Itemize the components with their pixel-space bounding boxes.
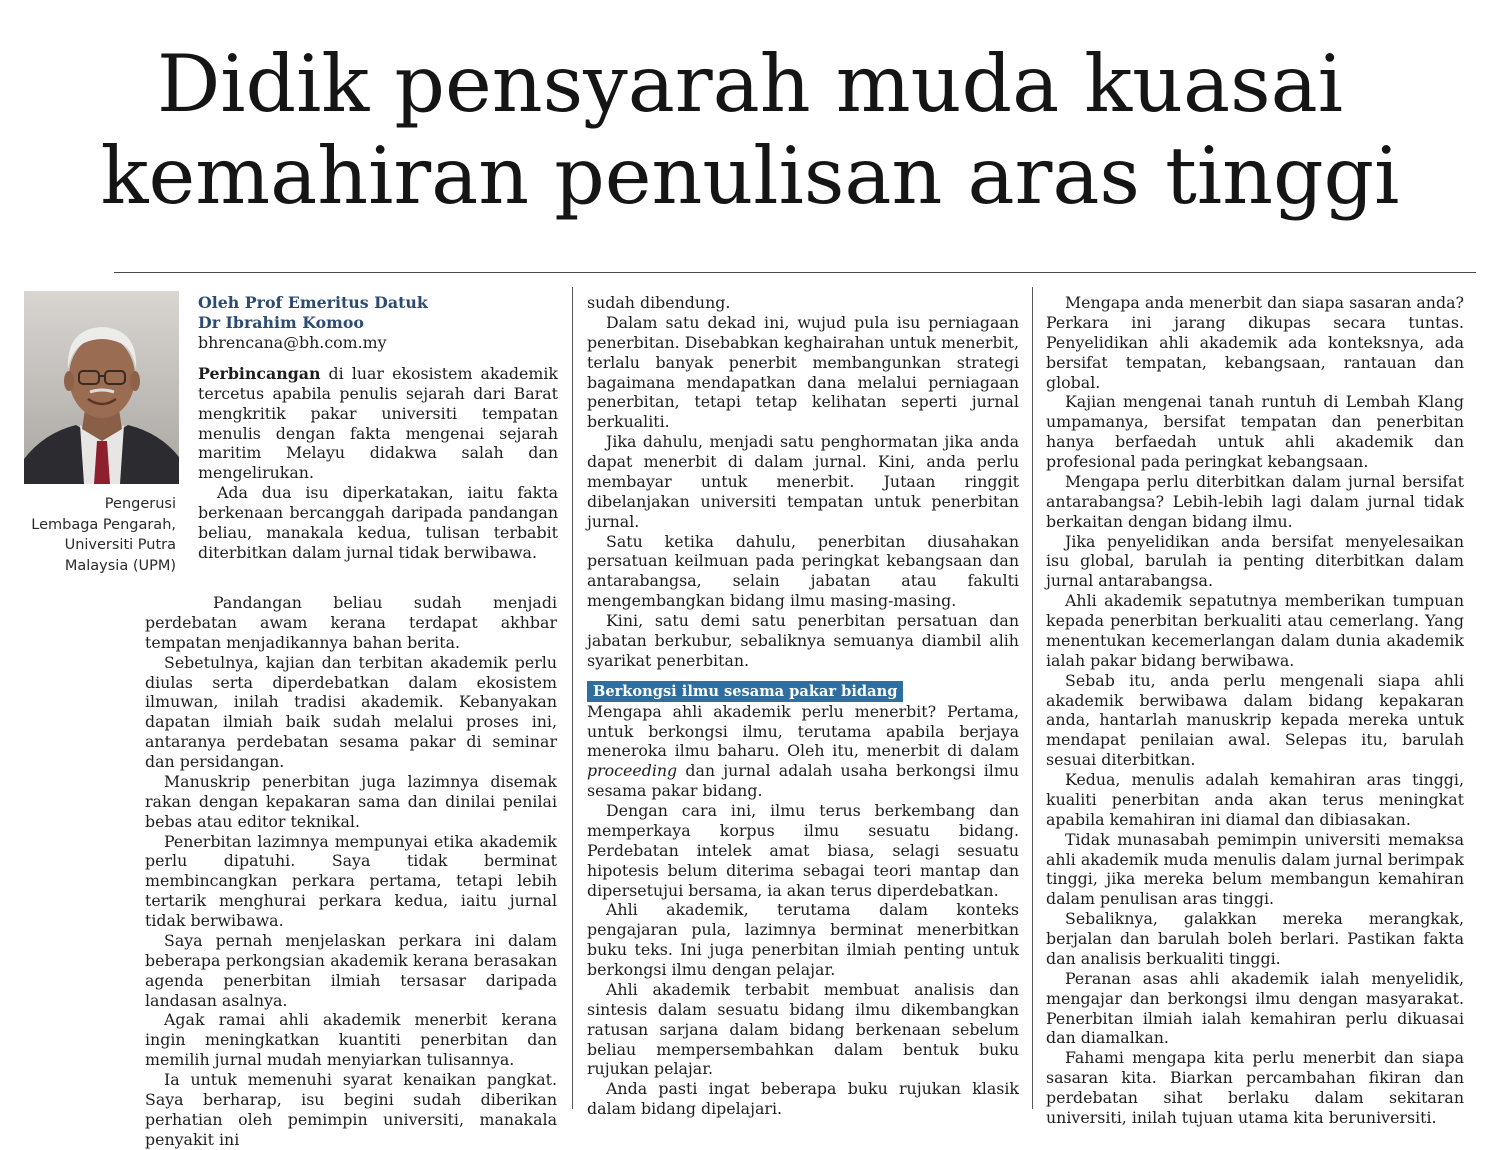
paragraph: Ia untuk memenuhi syarat kenaikan pangkat. Saya berharap, isu begini sudah diberikan perhatian oleh pemimpin universiti, manakala penyakit ini [145, 1070, 557, 1149]
headline [0, 38, 1500, 222]
paragraph: Kini, satu demi satu penerbitan persatuan dan jabatan berkubur, sebaliknya semuanya diambil alih syarikat penerbitan. [587, 611, 1019, 670]
subheading: Berkongsi ilmu sesama pakar bidang [587, 681, 903, 702]
caption-line: Malaysia (UPM) [64, 557, 176, 574]
headline-line-2: kemahiran penulisan aras tinggi [100, 130, 1400, 222]
header-rule [114, 272, 1476, 273]
paragraph: Ahli akademik, terutama dalam konteks pengajaran pula, lazimnya berminat menerbitkan buku teks. Ini juga penerbitan ilmiah penting untuk berkongsi ilmu dengan pelajar. [587, 900, 1019, 979]
paragraph: Agak ramai ahli akademik menerbit kerana ingin meningkatkan kuantiti penerbitan dan memilih jurnal mudah menyiarkan tulisannya. [145, 1010, 557, 1070]
paragraph: Mengapa anda menerbit dan siapa sasaran anda? Perkara ini jarang dikupas secara tuntas. Penyelidikan ahli akademik ada konteksnya, ada bersifat tempatan, kebangsaan, rantauan dan global. [1046, 293, 1464, 392]
paragraph: Peranan asas ahli akademik ialah menyelidik, mengajar dan berkongsi ilmu dengan masyarakat. Penerbitan ilmiah ialah kemahiran perlu dikuasai dan diamalkan. [1046, 968, 1464, 1048]
paragraph: Fahami mengapa kita perlu menerbit dan siapa sasaran kita. Biarkan percambahan fikiran dan perdebatan sihat berlaku dalam sekitaran universiti, inilah tujuan utama kita beruniversiti. [1046, 1048, 1464, 1127]
author-caption [14, 494, 176, 576]
caption-line: Lembaga Pengarah, [31, 516, 176, 533]
paragraph: Dengan cara ini, ilmu terus berkembang dan memperkaya korpus ilmu sesuatu bidang. Perdebatan intelek amat biasa, selagi sesuatu hipotesis belum diterima sebagai teori mantap dan dipersetujui bersama, ia akan terus diperdebatkan. [587, 801, 1019, 900]
paragraph: Saya pernah menjelaskan perkara ini dalam beberapa perkongsian akademik kerana berasakan agenda penerbitan ilmiah tersasar daripada landasan asalnya. [145, 930, 557, 1010]
paragraph: Dalam satu dekad ini, wujud pula isu perniagaan penerbitan. Disebabkan keghairahan untuk menerbit, terlalu banyak penerbit membangunkan strategi bagaimana mendapatkan dana melalui perniagaan penerbitan, tetapi tetap kelihatan seperti jurnal berkualiti. [587, 312, 1019, 432]
paragraph: Kedua, menulis adalah kemahiran aras tinggi, kualiti penerbitan anda akan terus meningkat apabila kemahiran ini diamal dan dibiasakan. [1046, 770, 1464, 829]
column-2 [587, 293, 1019, 1119]
paragraph: Mengapa perlu diterbitkan dalam jurnal bersifat antarabangsa? Lebih-lebih lagi dalam jurnal tidak berkaitan dengan bidang ilmu. [1046, 471, 1464, 531]
italic-term: proceeding [587, 761, 678, 781]
column-divider [572, 287, 573, 1109]
paragraph: Jika dahulu, menjadi satu penghormatan jika anda dapat menerbit di dalam jurnal. Kini, anda perlu membayar untuk menerbit. Jutaan ringgit dibelanjakan universiti tempatan untuk penerbitan jurnal. [587, 432, 1019, 531]
byline-line-1: Oleh Prof Emeritus Datuk [198, 293, 428, 312]
paragraph: Sebab itu, anda perlu mengenali siapa ahli akademik berwibawa dalam bidang kepakaran anda, hantarlah manuskrip kepada mereka untuk mendapat penilaian awal. Selepas itu, barulah sesuai diterbitkan. [1046, 670, 1464, 770]
paragraph: Ahli akademik sepatutnya memberikan tumpuan kepada penerbitan berkualiti atau cemerlang. Yang menentukan kecemerlangan dalam dunia akademik ialah pakar bidang berwibawa. [1046, 591, 1464, 670]
caption-line: Pengerusi [104, 496, 176, 512]
paragraph: Manuskrip penerbitan juga lazimnya disemak rakan dengan kepakaran sama dan dinilai penilai bebas atau editor teknikal. [145, 771, 557, 831]
column-1-bottom [145, 593, 557, 1150]
headline-line-1: Didik pensyarah muda kuasai [156, 38, 1344, 130]
paragraph [587, 702, 1019, 801]
caption-line: Universiti Putra [64, 537, 176, 553]
paragraph: Ahli akademik terbabit membuat analisis dan sintesis dalam sesuatu bidang ilmu dikembangkan ratusan sarjana dalam bidang berkenaan sebelum beliau mempersembahkan dalam bentuk buku rujukan pelajar. [587, 979, 1019, 1079]
paragraph: sudah dibendung. [587, 293, 731, 312]
column-3 [1046, 293, 1464, 1128]
paragraph: Jika penyelidikan anda bersifat menyelesaikan isu global, barulah ia penting diterbitkan dalam jurnal antarabangsa. [1046, 531, 1464, 591]
paragraph: Sebetulnya, kajian dan terbitan akademik perlu diulas serta diperdebatkan dalam ekosistem ilmuwan, inilah tradisi akademik. Kebanyakan dapatan ilmiah baik sudah melalui proses ini, antaranya perdebatan sesama pakar di seminar dan persidangan. [145, 652, 557, 771]
paragraph: Pandangan beliau sudah menjadi perdebatan awam kerana terdapat akhbar tempatan menjadikannya bahan berita. [145, 593, 557, 652]
byline-line-2: Dr Ibrahim Komoo [198, 313, 364, 332]
paragraph: Sebaliknya, galakkan mereka merangkak, berjalan dan barulah boleh berlari. Pastikan fakta dan analisis berkualiti tinggi. [1046, 909, 1464, 968]
lead-text: di luar ekosistem akademik tercetus apabila penulis sejarah dari Barat mengkritik pakar universiti tempatan menulis dengan fakta mengenai sejarah maritim Melayu didakwa salah dan mengelirukan. [198, 363, 558, 483]
paragraph: Satu ketika dahulu, penerbitan diusahakan persatuan keilmuan pada peringkat kebangsaan dan antarabangsa, selain jabatan atau fakulti mengembangkan bidang ilmu masing-masing. [587, 531, 1019, 611]
author-photo [24, 291, 179, 484]
column-divider [1032, 287, 1033, 1109]
paragraph: Penerbitan lazimnya mempunyai etika akademik perlu dipatuhi. Saya tidak berminat membincangkan perkara pertama, tetapi lebih tertarik menghurai perkara kedua, iaitu jurnal tidak berwibawa. [145, 831, 557, 930]
paragraph: Ada dua isu diperkatakan, iaitu fakta berkenaan bercanggah daripada pandangan beliau, manakala kedua, tulisan terbabit diterbitkan dalam jurnal tidak berwibawa. [198, 483, 558, 562]
paragraph: Tidak munasabah pemimpin universiti memaksa ahli akademik muda menulis dalam jurnal berimpak tinggi, jika mereka belum membangun kemahiran dalam penulisan aras tinggi. [1046, 829, 1464, 909]
paragraph [198, 364, 558, 483]
paragraph: Anda pasti ingat beberapa buku rujukan klasik dalam bidang dipelajari. [587, 1079, 1019, 1119]
paragraph: Kajian mengenai tanah runtuh di Lembah Klang umpamanya, bersifat tempatan dan penerbitan hanya berfaedah untuk ahli akademik dan profesional pada peringkat kebangsaan. [1046, 392, 1464, 471]
text-run: dan jurnal adalah usaha berkongsi ilmu sesama pakar bidang. [587, 761, 1019, 801]
text-run: Mengapa ahli akademik perlu menerbit? Pertama, untuk berkongsi ilmu, terutama apabila berjaya meneroka ilmu baharu. Oleh itu, menerbit di dalam [587, 701, 1019, 761]
column-1-top [198, 293, 558, 563]
lead-word: Perbincangan [198, 363, 321, 383]
author-email: bhrencana@bh.com.my [198, 333, 387, 352]
